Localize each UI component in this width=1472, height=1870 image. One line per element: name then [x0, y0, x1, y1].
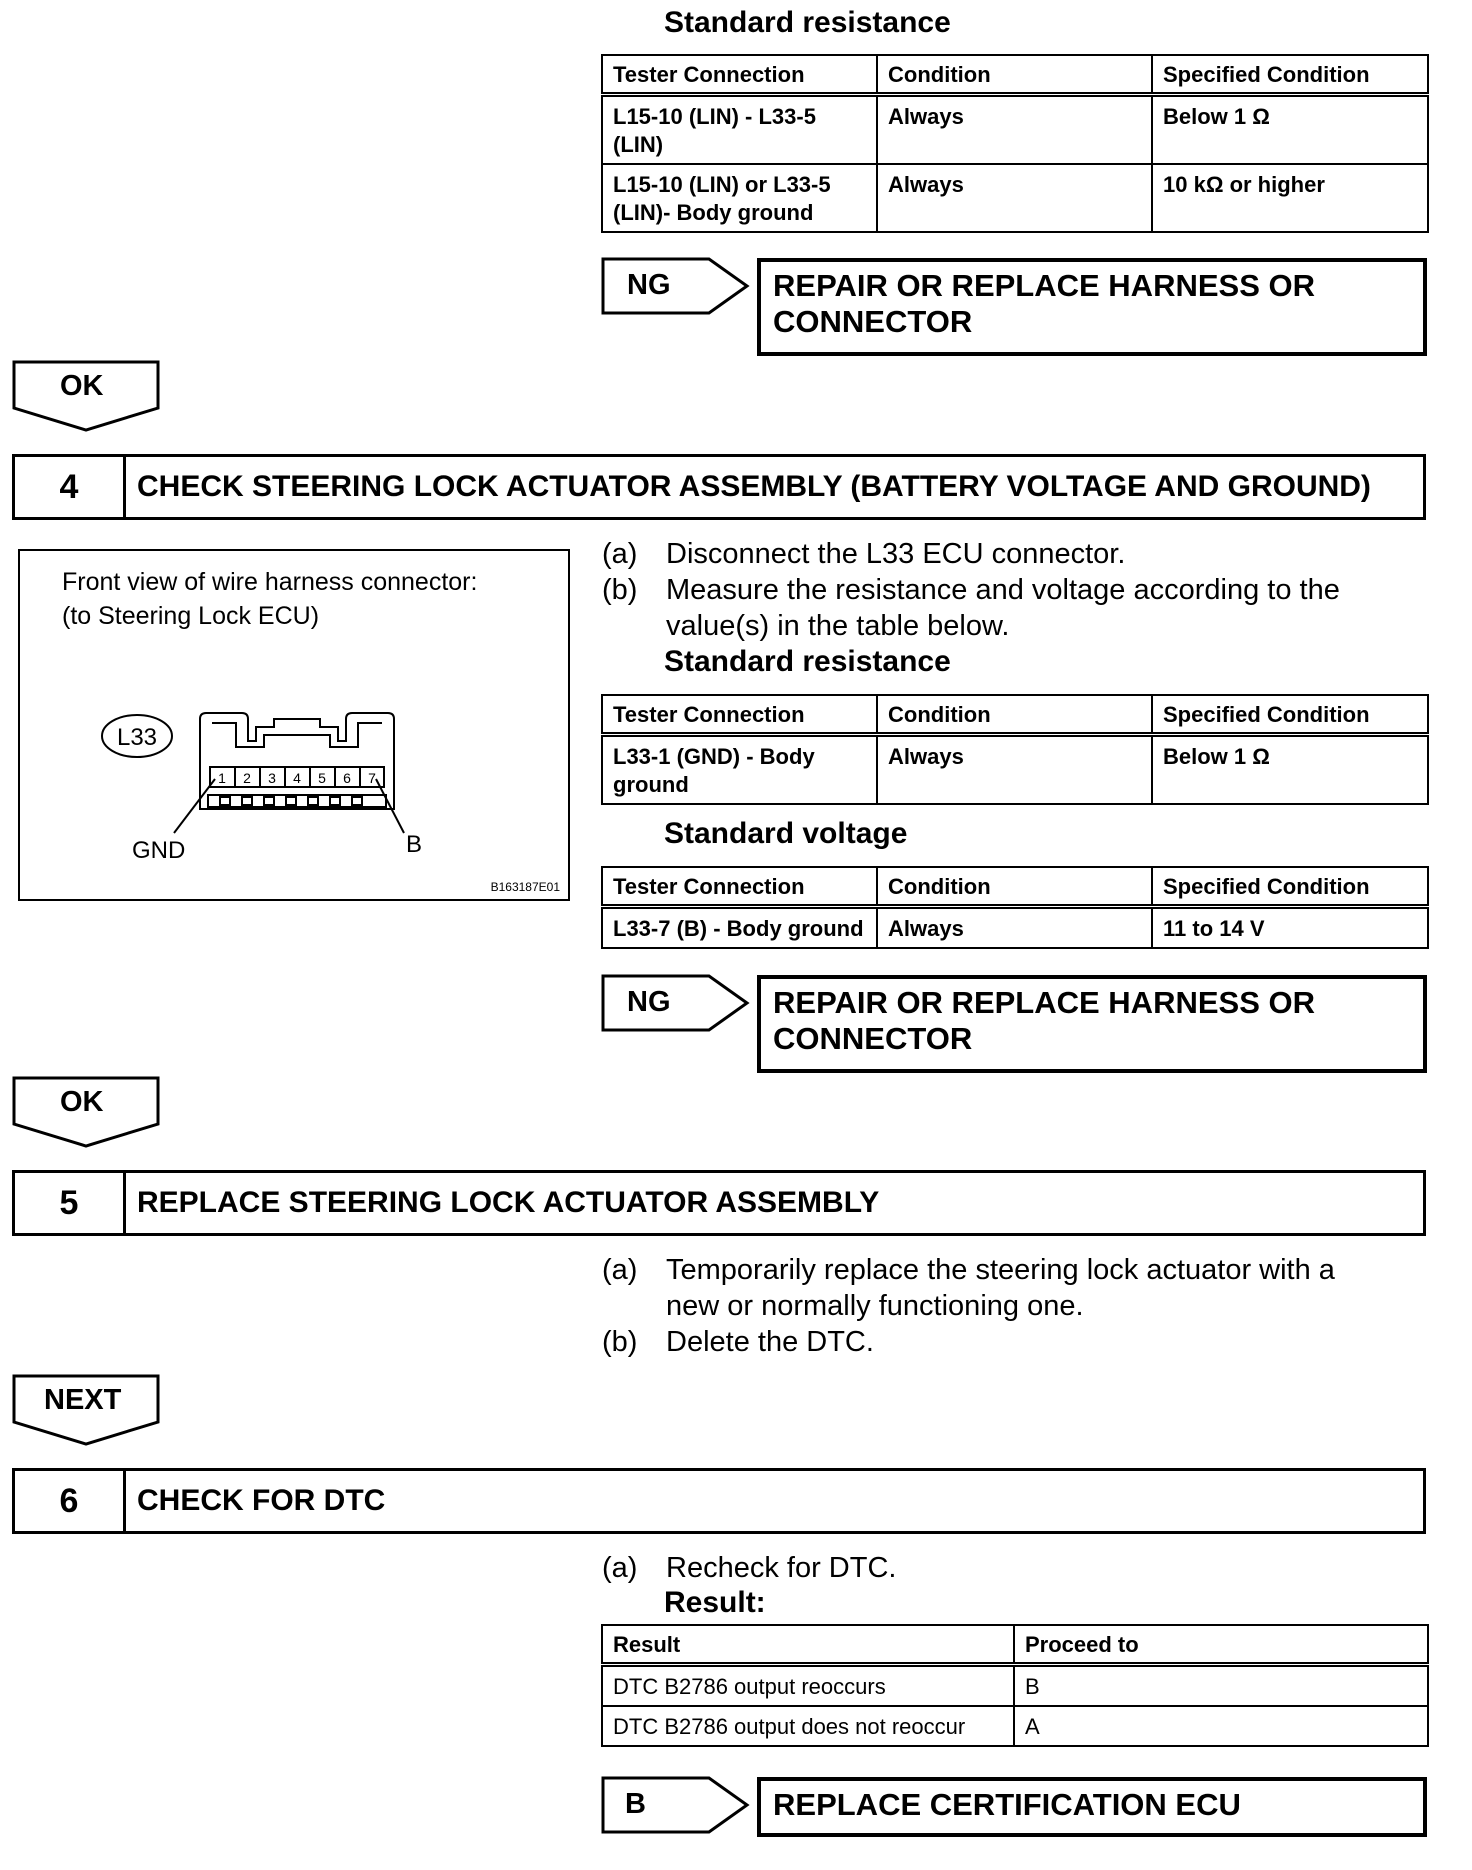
ok-tag [12, 360, 160, 432]
b-label: B [625, 1788, 646, 1820]
pin-label: 2 [243, 770, 251, 786]
pin-label: 3 [268, 770, 276, 786]
table-cell: L33-1 (GND) - Body ground [602, 735, 877, 805]
table-cell: L15-10 (LIN) - L33-5 (LIN) [602, 95, 877, 165]
result-heading: Result: [664, 1586, 766, 1619]
table-header: Condition [877, 867, 1152, 907]
table-header: Result [602, 1625, 1014, 1665]
pin-label: 5 [318, 770, 326, 786]
next-label: NEXT [44, 1384, 122, 1416]
table-cell: Always [877, 164, 1152, 232]
next-tag [12, 1374, 160, 1446]
resistance-table-step4 [601, 694, 1429, 805]
connector-diagram [20, 551, 568, 899]
table-cell: Below 1 Ω [1152, 735, 1428, 805]
standard-resistance-heading: Standard resistance [664, 6, 951, 39]
table-cell: 10 kΩ or higher [1152, 164, 1428, 232]
b-tag [601, 1776, 751, 1834]
table-cell: A [1014, 1706, 1428, 1746]
standard-voltage-heading: Standard voltage [664, 817, 908, 850]
table-header: Specified Condition [1152, 695, 1428, 735]
step-number: 6 [15, 1471, 126, 1531]
connector-figure [18, 549, 570, 901]
table-cell: Always [877, 735, 1152, 805]
b-label: B [406, 831, 423, 858]
step-title: CHECK STEERING LOCK ACTUATOR ASSEMBLY (BATTERY VOLTAGE AND GROUND) [137, 470, 1371, 503]
figure-id: B163187E01 [490, 880, 560, 894]
ok-tag [12, 1076, 160, 1148]
standard-resistance-heading: Standard resistance [664, 645, 951, 678]
figure-caption: Front view of wire harness connector: (to Steering Lock ECU) [62, 568, 478, 630]
table-header: Specified Condition [1152, 867, 1428, 907]
pin-label: 7 [368, 770, 376, 786]
table-cell: L33-7 (B) - Body ground [602, 907, 877, 949]
ng-label: NG [627, 269, 671, 301]
step-number: 5 [15, 1173, 126, 1233]
b-result-box: REPLACE CERTIFICATION ECU [757, 1777, 1427, 1837]
resistance-table-step3 [601, 54, 1429, 233]
ok-label: OK [60, 1086, 104, 1118]
step-6-header [12, 1468, 1426, 1534]
ng-arrow-icon [601, 257, 751, 315]
pin-label: 6 [343, 770, 351, 786]
table-header: Proceed to [1014, 1625, 1428, 1665]
connector-label: L33 [116, 724, 158, 751]
table-header: Tester Connection [602, 55, 877, 95]
table-cell: DTC B2786 output reoccurs [602, 1665, 1014, 1707]
table-cell: Below 1 Ω [1152, 95, 1428, 165]
step-4-header [12, 454, 1426, 520]
table-cell: DTC B2786 output does not reoccur [602, 1706, 1014, 1746]
gnd-label: GND [132, 837, 186, 864]
voltage-table-step4 [601, 866, 1429, 949]
table-header: Tester Connection [602, 695, 877, 735]
step-title: REPLACE STEERING LOCK ACTUATOR ASSEMBLY [137, 1186, 880, 1219]
b-arrow-icon [601, 1776, 751, 1834]
table-cell: B [1014, 1665, 1428, 1707]
ok-label: OK [60, 370, 104, 402]
step-5-header [12, 1170, 1426, 1236]
table-cell: 11 to 14 V [1152, 907, 1428, 949]
table-header: Condition [877, 695, 1152, 735]
table-cell: L15-10 (LIN) or L33-5 (LIN)- Body ground [602, 164, 877, 232]
step-number: 4 [15, 457, 126, 517]
ng-arrow-icon [601, 974, 751, 1032]
ng-label: NG [627, 986, 671, 1018]
ng-result-box: REPAIR OR REPLACE HARNESS OR CONNECTOR [757, 258, 1427, 356]
pin-label: 1 [218, 770, 226, 786]
ng-result-box: REPAIR OR REPLACE HARNESS OR CONNECTOR [757, 975, 1427, 1073]
ng-tag [601, 257, 751, 315]
result-table [601, 1624, 1429, 1747]
table-header: Condition [877, 55, 1152, 95]
step-title: CHECK FOR DTC [137, 1484, 386, 1517]
table-header: Specified Condition [1152, 55, 1428, 95]
pin-label: 4 [293, 770, 301, 786]
table-cell: Always [877, 95, 1152, 165]
table-cell: Always [877, 907, 1152, 949]
table-header: Tester Connection [602, 867, 877, 907]
ng-tag [601, 974, 751, 1032]
